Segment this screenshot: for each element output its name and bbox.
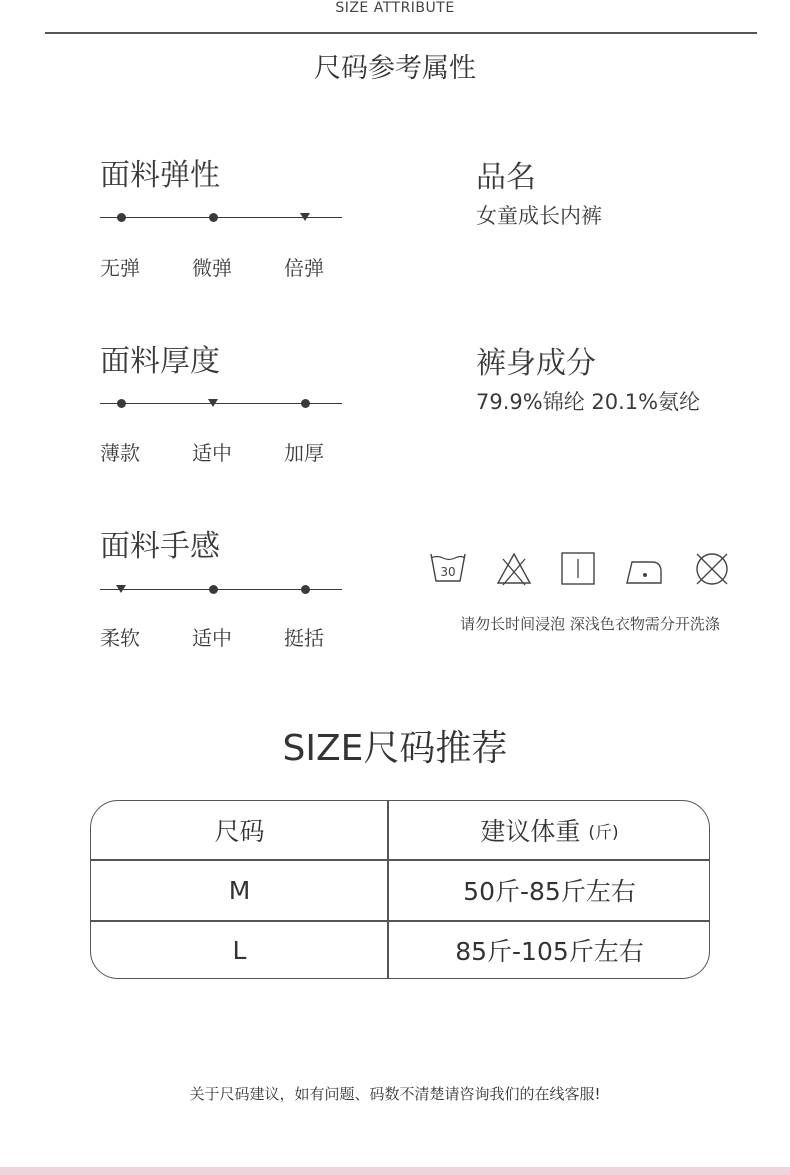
- table-row: [91, 921, 709, 979]
- attr-handfeel-scale: [100, 583, 342, 595]
- composition-label: 裤身成分: [476, 346, 596, 381]
- scale-marker-selected: [116, 585, 126, 593]
- footer-note: 关于尺码建议，如有问题、码数不清楚请咨询我们的在线客服!: [189, 1085, 601, 1103]
- scale-marker-dot: [209, 585, 218, 594]
- header-weight: [388, 801, 710, 859]
- section-label-en: SIZE ATTRIBUTE: [335, 0, 455, 16]
- size-cell: L: [232, 935, 247, 965]
- product-name-label: 品名: [476, 160, 536, 195]
- table-header-row: [91, 801, 709, 859]
- attr-option: 无弹: [100, 256, 140, 280]
- scale-marker-dot: [117, 213, 126, 222]
- iron-low-icon: [624, 550, 664, 590]
- bottom-bar: [0, 1167, 790, 1175]
- attr-option: 微弹: [192, 256, 232, 280]
- attr-handfeel-title: 面料手感: [100, 529, 220, 564]
- size-section-title: SIZE尺码推荐: [282, 728, 508, 769]
- attr-option: 加厚: [284, 441, 324, 465]
- wash-temp-text: 30: [440, 565, 456, 579]
- attr-option: 柔软: [100, 626, 140, 650]
- weight-cell: 50斤-85斤左右: [463, 877, 636, 906]
- wash-30-icon: [428, 550, 468, 590]
- scale-marker-selected: [300, 213, 310, 221]
- product-name-value: 女童成长内裤: [476, 204, 602, 228]
- attr-option: 挺括: [284, 626, 324, 650]
- attr-option: 薄款: [100, 441, 140, 465]
- page-title: 尺码参考属性: [314, 53, 476, 84]
- weight-cell: 85斤-105斤左右: [455, 937, 644, 966]
- table-row: [91, 860, 709, 920]
- scale-marker-dot: [301, 399, 310, 408]
- attr-option: 适中: [192, 626, 232, 650]
- no-bleach-icon: [494, 550, 534, 590]
- hang-dry-icon: [558, 550, 598, 590]
- header-divider: [45, 32, 757, 34]
- size-table: [90, 800, 710, 979]
- attr-option: 适中: [192, 441, 232, 465]
- attr-elasticity-scale: [100, 211, 342, 223]
- scale-marker-selected: [208, 399, 218, 407]
- header-weight-label: 建议体重: [480, 817, 581, 846]
- scale-marker-dot: [301, 585, 310, 594]
- care-note: 请勿长时间浸泡 深浅色衣物需分开洗涤: [460, 615, 720, 633]
- no-dry-clean-icon: [692, 550, 732, 590]
- scale-marker-dot: [209, 213, 218, 222]
- attr-thickness-scale: [100, 397, 342, 409]
- composition-value: 79.9%锦纶 20.1%氨纶: [476, 390, 701, 414]
- scale-marker-dot: [117, 399, 126, 408]
- header-weight-unit: (斤): [588, 822, 619, 843]
- attr-elasticity-title: 面料弹性: [100, 158, 220, 193]
- attr-thickness-title: 面料厚度: [100, 344, 220, 379]
- attr-option: 倍弹: [284, 256, 324, 280]
- size-cell: M: [228, 875, 251, 905]
- header-size: 尺码: [214, 817, 265, 846]
